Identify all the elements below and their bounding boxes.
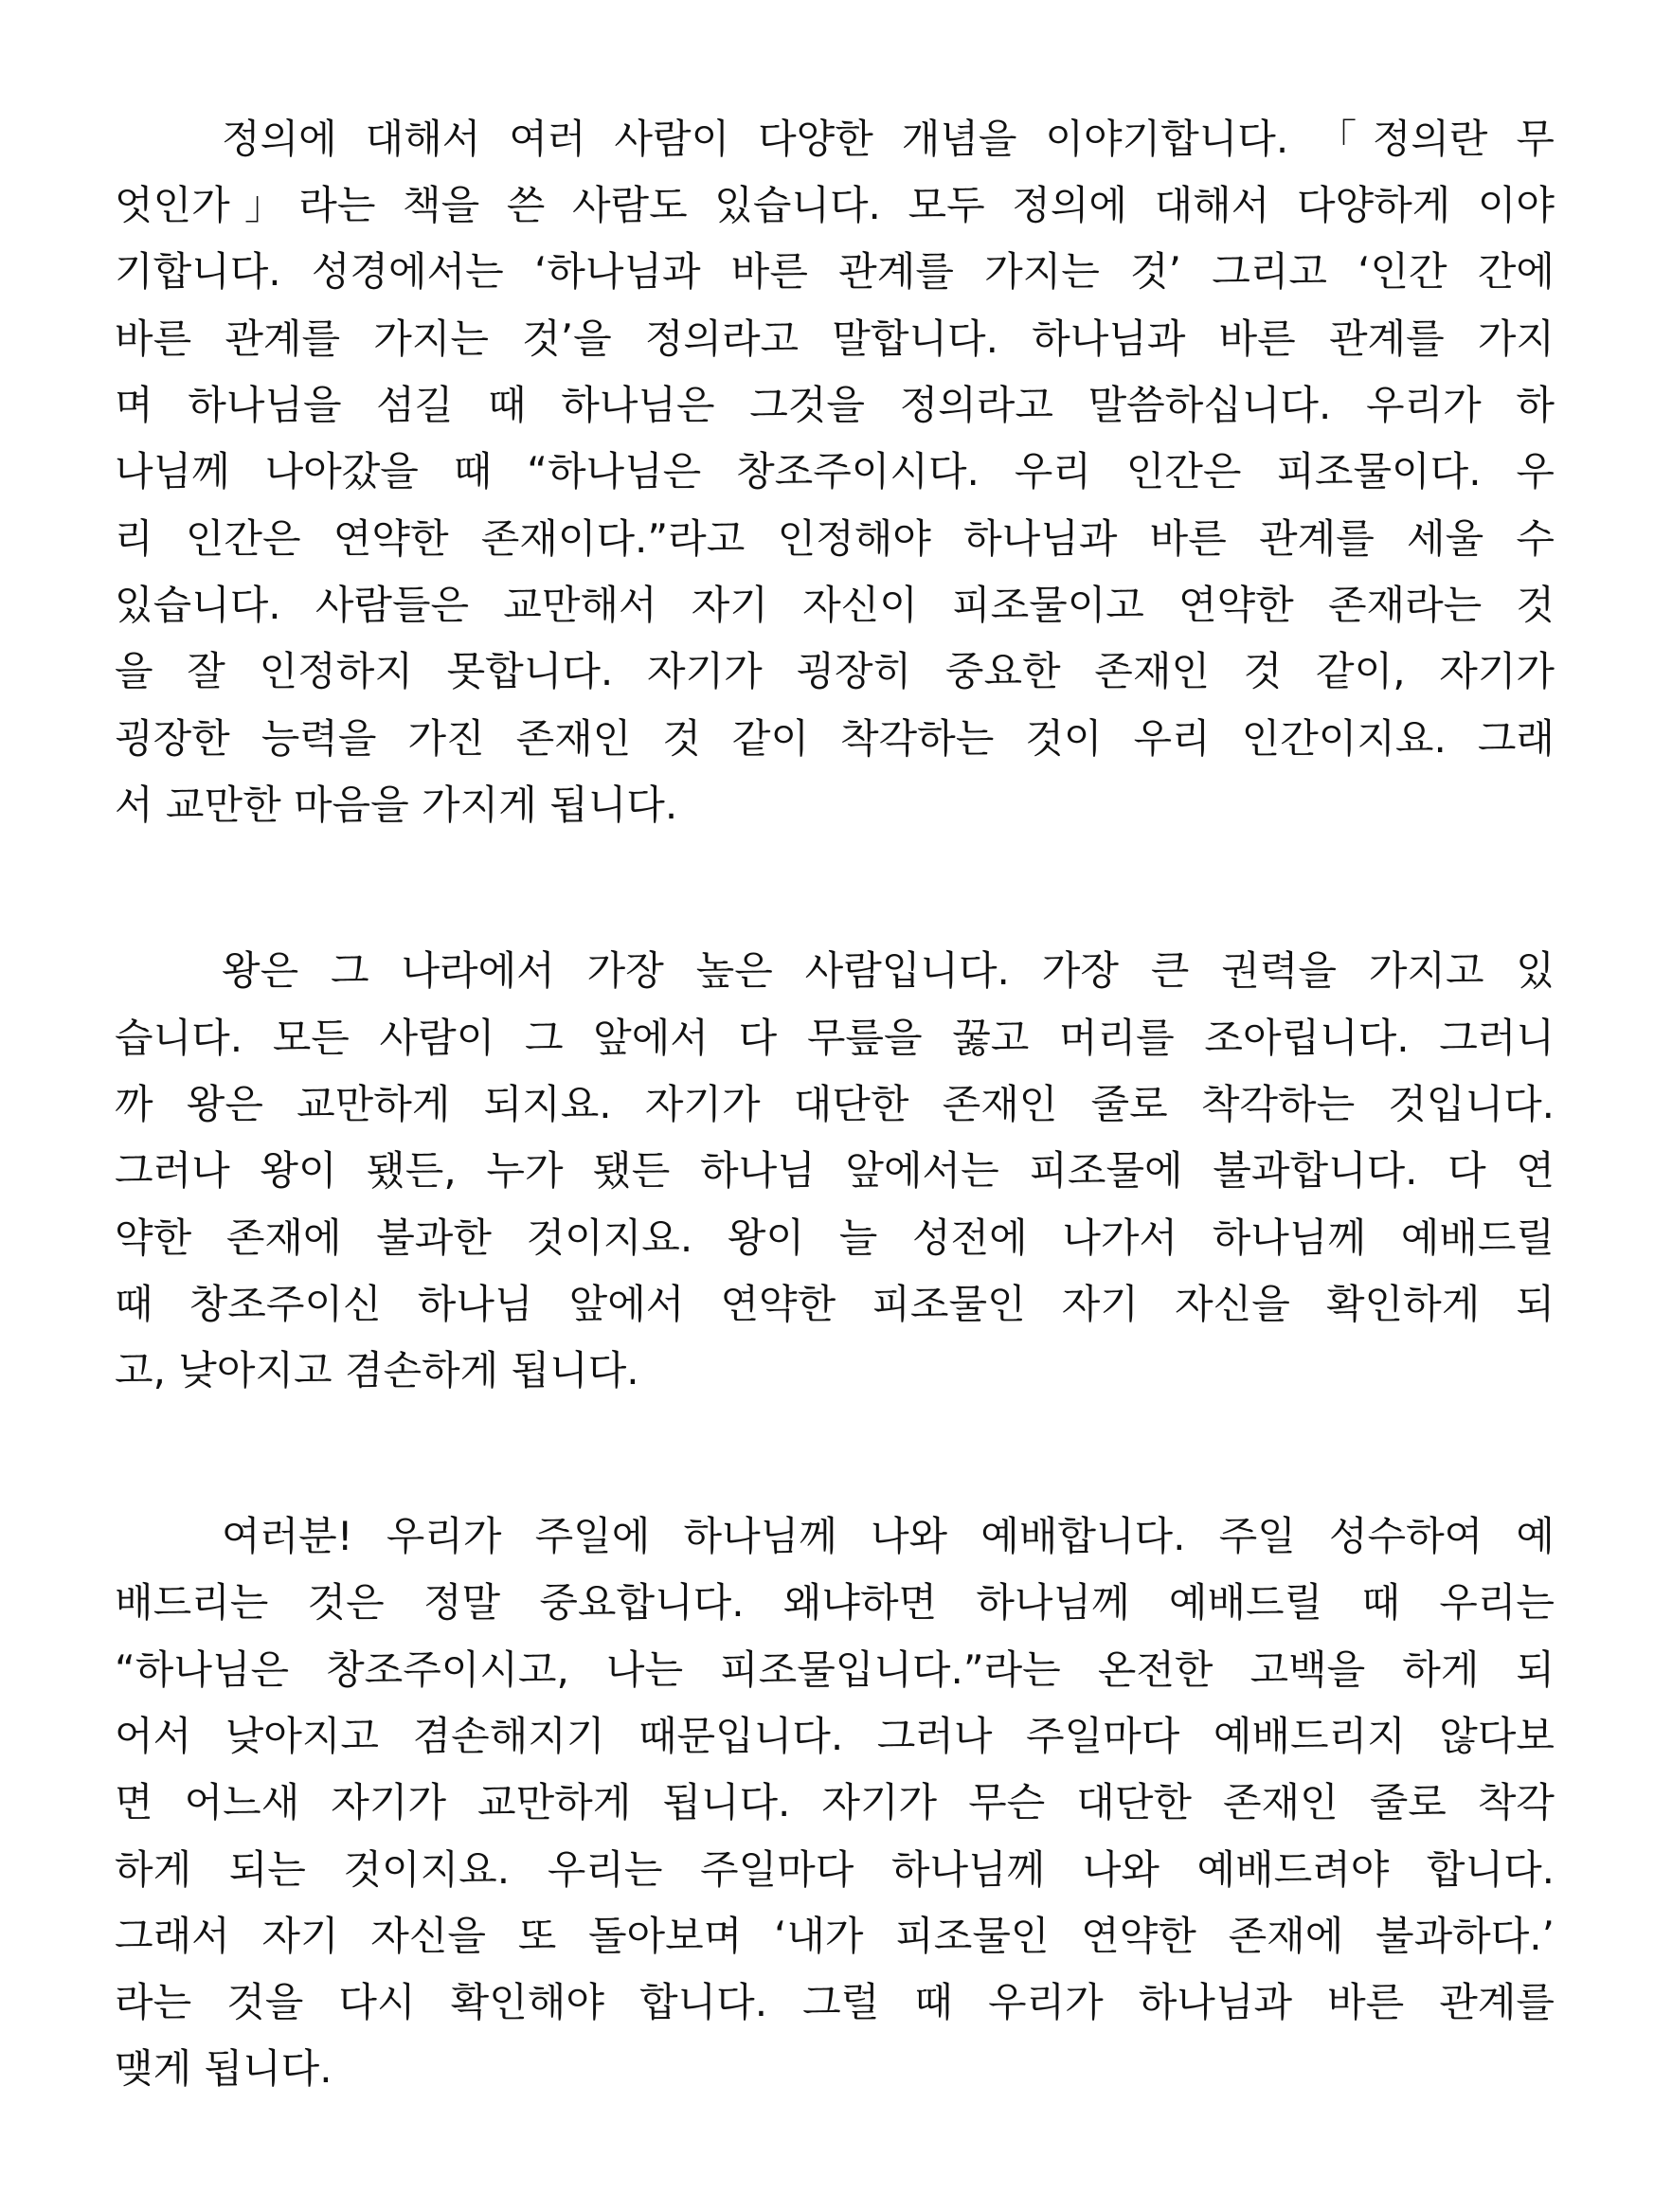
paragraph-1-line-9: 을 잘 인정하지 못합니다. 자기가 굉장히 중요한 존재인 것 같이, 자기가 <box>115 648 1555 694</box>
paragraph-1-line-8: 있습니다. 사람들은 교만해서 자기 자신이 피조물이고 연약한 존재라는 것 <box>115 582 1555 628</box>
paragraph-2-line-4: 그러나 왕이 됐든, 누가 됐든 하나님 앞에서는 피조물에 불과합니다. 다 연 <box>115 1147 1555 1194</box>
paragraph-3-line-8: 라는 것을 다시 확인해야 합니다. 그럴 때 우리가 하나님과 바른 관계를 <box>115 1979 1555 2025</box>
paragraph-3-line-6: 하게 되는 것이지요. 우리는 주일마다 하나님께 나와 예배드려야 합니다. <box>115 1846 1555 1893</box>
paragraph-3-line-7: 그래서 자기 자신을 또 돌아보며 ‘내가 피조물인 연약한 존재에 불과하다.’ <box>115 1913 1555 1959</box>
paragraph-2-line-6: 때 창조주이신 하나님 앞에서 연약한 피조물인 자기 자신을 확인하게 되 <box>115 1281 1555 1327</box>
paragraph-1-line-7: 리 인간은 연약한 존재이다.”라고 인정해야 하나님과 바른 관계를 세울 수 <box>115 515 1555 562</box>
paragraph-1-line-10: 굉장한 능력을 가진 존재인 것 같이 착각하는 것이 우리 인간이지요. 그래 <box>115 715 1555 762</box>
paragraph-3-line-2: 배드리는 것은 정말 중요합니다. 왜냐하면 하나님께 예배드릴 때 우리는 <box>115 1579 1555 1626</box>
paragraph-2-line-5: 약한 존재에 불과한 것이지요. 왕이 늘 성전에 나가서 하나님께 예배드릴 <box>115 1214 1555 1261</box>
paragraph-2-line-7: 고, 낮아지고 겸손하게 됩니다. <box>115 1347 639 1394</box>
paragraph-1-line-1: 정의에 대해서 여러 사람이 다양한 개념을 이야기합니다. 「정의란 무 <box>222 116 1555 162</box>
paragraph-1-line-3: 기합니다. 성경에서는 ‘하나님과 바른 관계를 가지는 것’ 그리고 ‘인간 간에 <box>115 248 1555 295</box>
paragraph-1-line-4: 바른 관계를 가지는 것’을 정의라고 말합니다. 하나님과 바른 관계를 가지 <box>115 315 1555 362</box>
paragraph-3-line-9: 맺게 됩니다. <box>115 2045 333 2092</box>
paragraph-1-line-5: 며 하나님을 섬길 때 하나님은 그것을 정의라고 말씀하십니다. 우리가 하 <box>115 382 1555 428</box>
paragraph-1-line-6: 나님께 나아갔을 때 “하나님은 창조주이시다. 우리 인간은 피조물이다. 우 <box>115 448 1555 495</box>
paragraph-1-line-2: 엇인가」라는 책을 쓴 사람도 있습니다. 모두 정의에 대해서 다양하게 이야 <box>115 182 1555 228</box>
paragraph-2-line-1: 왕은 그 나라에서 가장 높은 사람입니다. 가장 큰 권력을 가지고 있 <box>222 947 1555 994</box>
paragraph-3-line-1: 여러분! 우리가 주일에 하나님께 나와 예배합니다. 주일 성수하여 예 <box>222 1513 1555 1559</box>
paragraph-2-line-2: 습니다. 모든 사람이 그 앞에서 다 무릎을 꿇고 머리를 조아립니다. 그러니 <box>115 1015 1555 1061</box>
paragraph-1-line-11: 서 교만한 마음을 가지게 됩니다. <box>115 782 678 828</box>
paragraph-2-line-3: 까 왕은 교만하게 되지요. 자기가 대단한 존재인 줄로 착각하는 것입니다. <box>115 1081 1555 1127</box>
paragraph-3-line-4: 어서 낮아지고 겸손해지기 때문입니다. 그러나 주일마다 예배드리지 않다보 <box>115 1713 1555 1759</box>
paragraph-3-line-5: 면 어느새 자기가 교만하게 됩니다. 자기가 무슨 대단한 존재인 줄로 착각 <box>115 1779 1555 1825</box>
paragraph-3-line-3: “하나님은 창조주이시고, 나는 피조물입니다.”라는 온전한 고백을 하게 되 <box>115 1646 1555 1693</box>
